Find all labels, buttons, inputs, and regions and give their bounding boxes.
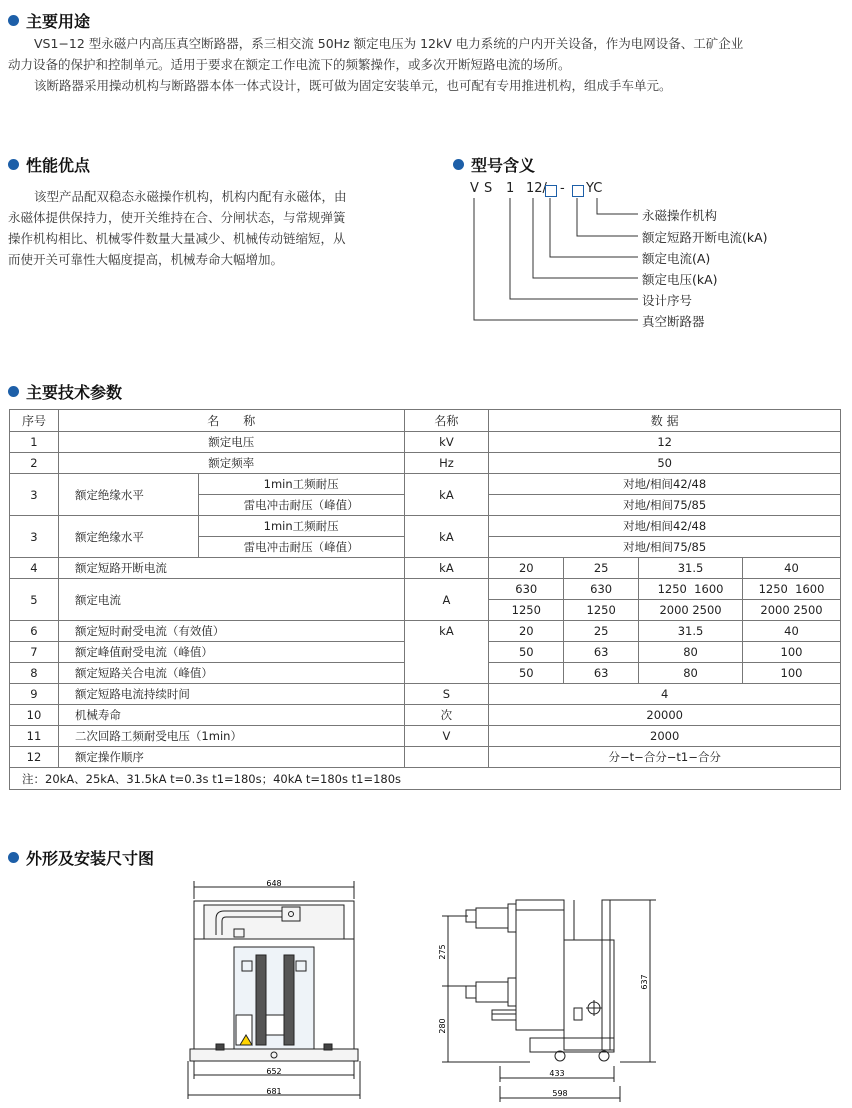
table-row: 10 机械寿命 次 20000 [10,705,841,726]
bullet-icon [8,386,19,397]
table-row: 3 额定绝缘水平 1min工频耐压 kA 对地/相间42/48 [10,516,841,537]
table-row: 雷电冲击耐压（峰值） 对地/相间75/85 [10,537,841,558]
dim-280: 280 [438,1018,447,1034]
model-leader-lines [450,178,650,338]
label-design-no: 设计序号 [642,293,693,308]
bullet-icon [8,852,19,863]
model-diagram [450,178,810,338]
dim-652: 652 [266,1067,282,1076]
bullet-icon [8,159,19,170]
code-dash: - [560,181,565,196]
label-breaking-current: 额定短路开断电流(kA) [642,230,768,245]
bullet-icon [453,159,464,170]
dim-598: 598 [552,1089,568,1098]
dim-275: 275 [438,944,447,960]
table-row: 5 额定电流 A 630 630 1250 1600 1250 1600 [10,579,841,600]
table-row: 6 额定短时耐受电流（有效值） kA 20 25 31.5 40 [10,621,841,642]
front-view-drawing [180,875,370,1105]
code-s: S [484,181,493,196]
label-rated-current: 额定电流(A) [642,251,711,266]
table-row: 7 额定峰值耐受电流（峰值） 50 63 80 100 [10,642,841,663]
usage-paragraph-1-line-2: 动力设备的保护和控制单元。适用于要求在额定工作电流下的频繁操作，或多次开断短路电流的场所。 [8,57,571,72]
label-rated-voltage: 额定电压(kA) [642,272,718,287]
spec-table [9,409,841,790]
table-row: 1 额定电压 kV 12 [10,432,841,453]
table-row: 11 二次回路工频耐受电压（1min） V 2000 [10,726,841,747]
table-note-row: 注：20kA、25kA、31.5kA t=0.3s t1=180s；40kA t=180s t1=180s [10,768,841,790]
specs-heading: 主要技术参数 [8,380,122,403]
usage-paragraph-1-line-1: VS1−12 型永磁户内高压真空断路器，系三相交流 50Hz 额定电压为 12kV 电力系统的户内开关设备，作为电网设备、工矿企业 [34,36,744,51]
dim-637: 637 [640,974,649,990]
label-pm-mechanism: 永磁操作机构 [642,208,718,223]
bullet-icon [8,15,19,26]
label-vacuum-breaker: 真空断路器 [642,314,705,329]
table-row: 12 额定操作顺序 分−t−合分−t1−合分 [10,747,841,768]
dim-433: 433 [549,1069,565,1078]
dims-heading: 外形及安装尺寸图 [8,846,154,869]
table-row: 1250 1250 2000 2500 2000 2500 [10,600,841,621]
dim-648: 648 [266,879,282,888]
usage-heading: 主要用途 [8,9,90,32]
side-view-drawing [430,890,670,1105]
table-row: 雷电冲击耐压（峰值） 对地/相间75/85 [10,495,841,516]
table-row: 8 额定短路关合电流（峰值） 50 63 80 100 [10,663,841,684]
code-12: 12/ [526,181,547,196]
dim-681: 681 [266,1087,282,1096]
code-yc: YC [586,181,603,196]
usage-paragraph-2: 该断路器采用操动机构与断路器本体一体式设计，既可做为固定安装单元，也可配有专用推进机构，组成手车单元。 [34,78,672,93]
table-row: 3 额定绝缘水平 1min工频耐压 kA 对地/相间42/48 [10,474,841,495]
table-row: 4 额定短路开断电流 kA 20 25 31.5 40 [10,558,841,579]
table-row: 2 额定频率 Hz 50 [10,453,841,474]
table-row: 9 额定短路电流持续时间 S 4 [10,684,841,705]
advantages-paragraph: 该型产品配双稳态永磁操作机构，机构内配有永磁体，由 永磁体提供保持力，使开关维持在合、分闸状态，与常规弹簧 操作机构相比、机械零件数量大量减少、机械传动链缩短，从 而使开关可靠性大幅度提高，机械寿命大幅增加。 [8,189,347,267]
code-v: V [470,181,479,196]
code-1: 1 [506,181,515,196]
table-header: 序号 名 称 名称 数 据 [10,410,841,432]
advantages-heading: 性能优点 [8,153,90,176]
model-heading: 型号含义 [453,153,535,176]
